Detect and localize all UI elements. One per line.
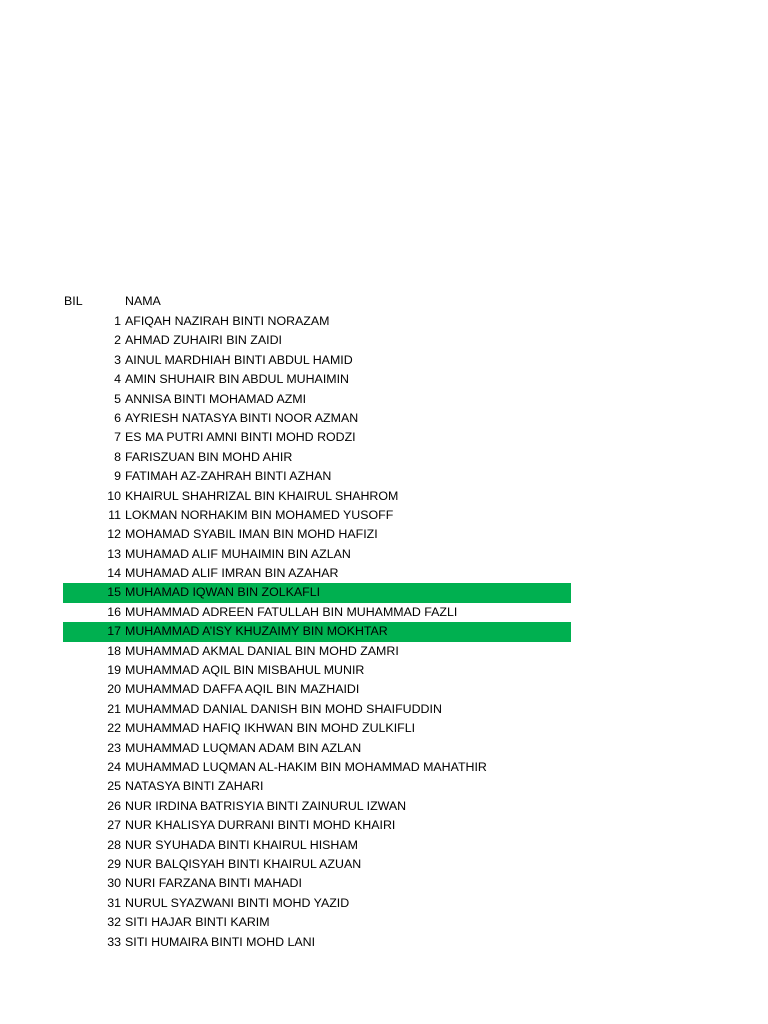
table-row bbox=[63, 331, 571, 350]
student-name: MOHAMAD SYABIL IMAN BIN MOHD HAFIZI bbox=[125, 527, 378, 542]
table-header bbox=[63, 292, 571, 311]
student-name: SITI HUMAIRA BINTI MOHD LANI bbox=[125, 934, 316, 949]
row-number: 27 bbox=[107, 818, 121, 833]
table-row bbox=[63, 525, 571, 544]
row-number: 18 bbox=[107, 643, 121, 658]
student-name: NURI FARZANA BINTI MAHADI bbox=[125, 876, 302, 891]
student-name: MUHAMMAD DANIAL DANISH BIN MOHD SHAIFUDDIN bbox=[125, 701, 442, 716]
table-row bbox=[63, 312, 571, 331]
table-row bbox=[63, 874, 571, 893]
row-number: 9 bbox=[114, 469, 121, 484]
student-name: AINUL MARDHIAH BINTI ABDUL HAMID bbox=[125, 352, 353, 367]
row-number: 30 bbox=[107, 876, 121, 891]
table-row bbox=[63, 467, 571, 486]
row-number: 1 bbox=[114, 314, 121, 328]
row-number: 20 bbox=[107, 682, 121, 697]
row-number: 10 bbox=[107, 488, 121, 503]
student-name: MUHAMAD ALIF IMRAN BIN AZAHAR bbox=[125, 566, 339, 581]
row-number: 33 bbox=[107, 934, 121, 949]
name-list bbox=[63, 312, 571, 952]
table-row bbox=[63, 797, 571, 816]
table-row bbox=[63, 564, 571, 583]
table-row bbox=[63, 913, 571, 932]
student-name: LOKMAN NORHAKIM BIN MOHAMED YUSOFF bbox=[125, 507, 394, 522]
row-number: 14 bbox=[107, 566, 121, 581]
student-name: AYRIESH NATASYA BINTI NOOR AZMAN bbox=[125, 410, 359, 425]
row-number: 3 bbox=[114, 352, 121, 367]
row-number: 31 bbox=[107, 895, 121, 910]
row-number: 13 bbox=[107, 546, 121, 561]
table-row bbox=[63, 836, 571, 855]
student-name: MUHAMMAD LUQMAN AL-HAKIM BIN MOHAMMAD MAHATHIR bbox=[125, 759, 487, 774]
row-number: 4 bbox=[114, 372, 121, 387]
row-number: 25 bbox=[107, 779, 121, 794]
table-row bbox=[63, 428, 571, 447]
student-name: MUHAMAD ALIF MUHAIMIN BIN AZLAN bbox=[125, 546, 351, 561]
table-row bbox=[63, 603, 571, 622]
table-row bbox=[63, 642, 571, 661]
row-number: 8 bbox=[114, 449, 121, 464]
row-number: 23 bbox=[107, 740, 121, 755]
student-name: AHMAD ZUHAIRI BIN ZAIDI bbox=[125, 333, 282, 348]
table-row bbox=[63, 351, 571, 370]
column-header-bil: BIL bbox=[64, 294, 83, 308]
row-number: 24 bbox=[107, 759, 121, 774]
row-number: 19 bbox=[107, 663, 121, 678]
row-number: 12 bbox=[107, 527, 121, 542]
row-number: 22 bbox=[107, 721, 121, 736]
student-name: FATIMAH AZ-ZAHRAH BINTI AZHAN bbox=[125, 469, 332, 484]
table-row bbox=[63, 506, 571, 525]
table-row bbox=[63, 719, 571, 738]
student-name: MUHAMMAD DAFFA AQIL BIN MAZHAIDI bbox=[125, 682, 360, 697]
student-name: AMIN SHUHAIR BIN ABDUL MUHAIMIN bbox=[125, 372, 349, 387]
row-number: 16 bbox=[107, 604, 121, 619]
student-name: KHAIRUL SHAHRIZAL BIN KHAIRUL SHAHROM bbox=[125, 488, 399, 503]
row-number: 11 bbox=[108, 507, 121, 522]
student-name: MUHAMMAD AKMAL DANIAL BIN MOHD ZAMRI bbox=[125, 643, 399, 658]
student-name: NUR SYUHADA BINTI KHAIRUL HISHAM bbox=[125, 837, 358, 852]
table-row bbox=[63, 390, 571, 409]
student-name: NATASYA BINTI ZAHARI bbox=[125, 779, 264, 794]
table-row bbox=[63, 545, 571, 564]
row-number: 7 bbox=[114, 430, 121, 445]
student-name: NUR BALQISYAH BINTI KHAIRUL AZUAN bbox=[125, 856, 362, 871]
table-row bbox=[63, 758, 571, 777]
table-row bbox=[63, 661, 571, 680]
table-row bbox=[63, 409, 571, 428]
student-name: ES MA PUTRI AMNI BINTI MOHD RODZI bbox=[125, 430, 356, 445]
student-name: MUHAMMAD AQIL BIN MISBAHUL MUNIR bbox=[125, 663, 365, 678]
student-name: MUHAMMAD HAFIQ IKHWAN BIN MOHD ZULKIFLI bbox=[125, 721, 416, 736]
table-row-highlighted bbox=[63, 583, 571, 602]
row-number: 5 bbox=[114, 391, 121, 406]
table-row bbox=[63, 700, 571, 719]
table-row bbox=[63, 894, 571, 913]
row-number: 6 bbox=[114, 410, 121, 425]
student-name: ANNISA BINTI MOHAMAD AZMI bbox=[125, 391, 307, 406]
table-row-highlighted bbox=[63, 622, 571, 641]
table-row bbox=[63, 487, 571, 506]
row-number: 29 bbox=[107, 856, 121, 871]
student-name: NUR KHALISYA DURRANI BINTI MOHD KHAIRI bbox=[125, 818, 396, 833]
row-number: 17 bbox=[107, 624, 121, 639]
row-number: 26 bbox=[107, 798, 121, 813]
student-name: NURUL SYAZWANI BINTI MOHD YAZID bbox=[125, 895, 350, 910]
student-name: MUHAMMAD A’ISY KHUZAIMY BIN MOKHTAR bbox=[125, 624, 388, 639]
row-number: 21 bbox=[107, 701, 121, 716]
table-row bbox=[63, 933, 571, 952]
table-row bbox=[63, 777, 571, 796]
student-name: NUR IRDINA BATRISYIA BINTI ZAINURUL IZWAN bbox=[125, 798, 407, 813]
row-number: 28 bbox=[107, 837, 121, 852]
table-row bbox=[63, 739, 571, 758]
row-number: 2 bbox=[114, 333, 121, 348]
table-row bbox=[63, 370, 571, 389]
student-name: MUHAMMAD ADREEN FATULLAH BIN MUHAMMAD FAZLI bbox=[125, 604, 458, 619]
column-header-nama: NAMA bbox=[125, 294, 161, 308]
row-number: 15 bbox=[107, 585, 121, 600]
student-name: SITI HAJAR BINTI KARIM bbox=[125, 915, 270, 930]
table-row bbox=[63, 816, 571, 835]
table-row bbox=[63, 855, 571, 874]
student-name: MUHAMMAD LUQMAN ADAM BIN AZLAN bbox=[125, 740, 362, 755]
table-row bbox=[63, 448, 571, 467]
row-number: 32 bbox=[107, 915, 121, 930]
student-name: FARISZUAN BIN MOHD AHIR bbox=[125, 449, 293, 464]
student-name: MUHAMAD IQWAN BIN ZOLKAFLI bbox=[125, 585, 321, 600]
student-name: AFIQAH NAZIRAH BINTI NORAZAM bbox=[125, 314, 330, 328]
table-row bbox=[63, 680, 571, 699]
